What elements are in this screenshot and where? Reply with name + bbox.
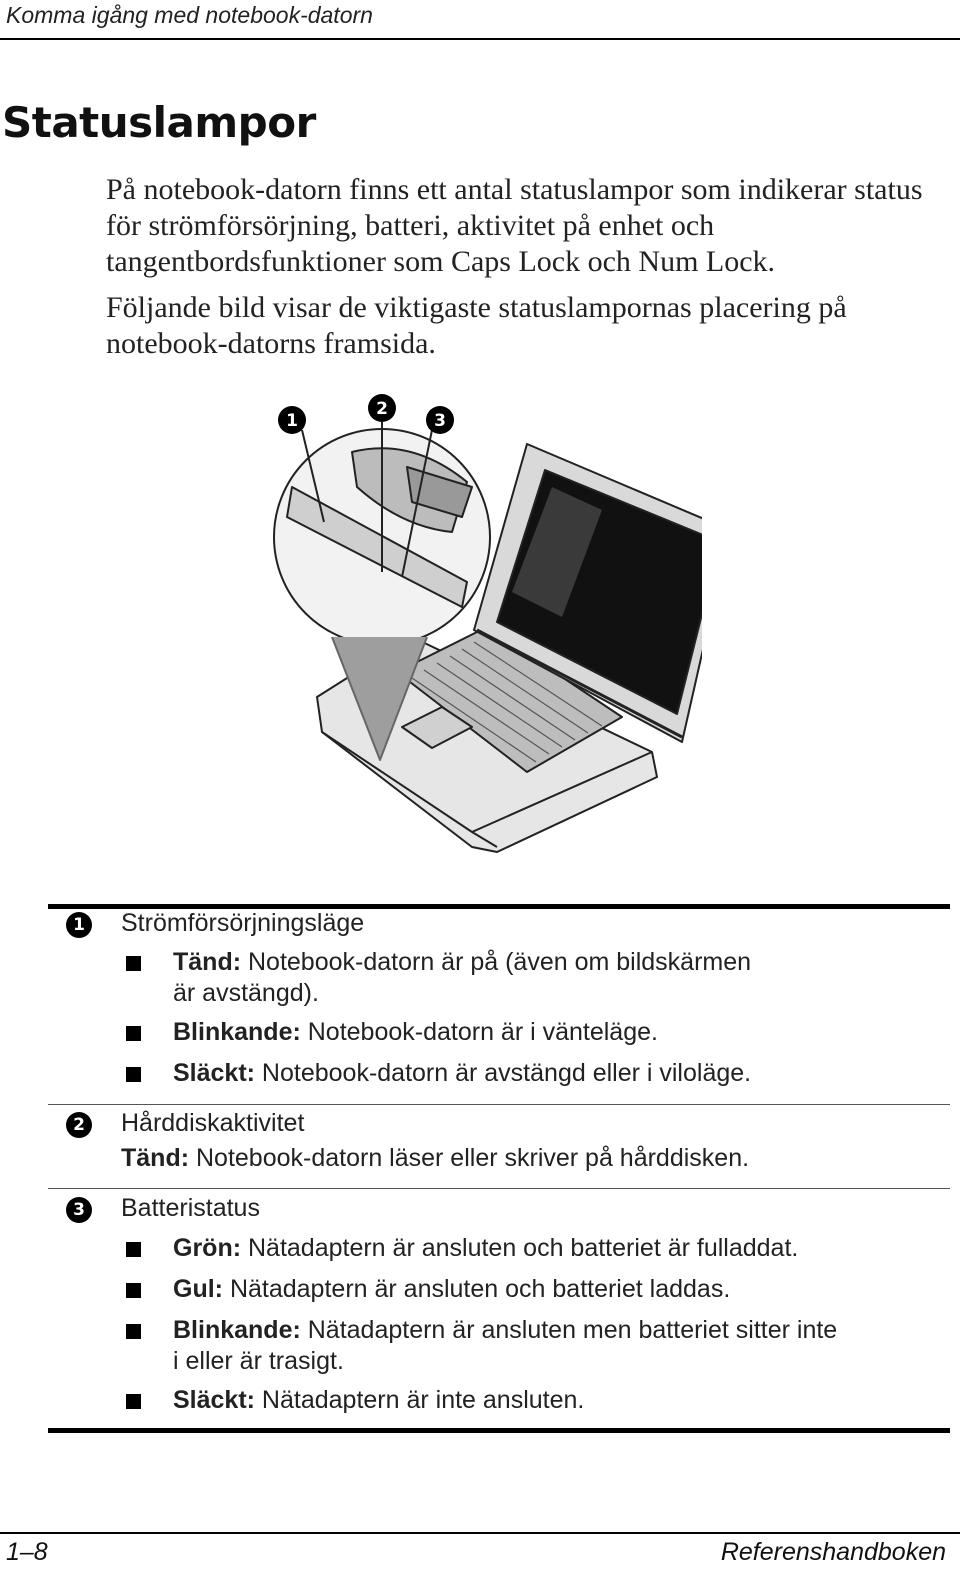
row-title-disk: Hårddiskaktivitet (121, 1109, 305, 1137)
bullet-icon (126, 1026, 141, 1041)
svg-text:2: 2 (376, 399, 388, 419)
page-number: 1–8 (6, 1538, 48, 1566)
bullet-icon (126, 1324, 141, 1339)
svg-text:1: 1 (286, 411, 298, 431)
bullet-icon (126, 1394, 141, 1409)
list-item: Tänd: Notebook-datorn är på (även om bildskärmen (173, 948, 752, 976)
book-title: Referenshandboken (720, 1538, 946, 1566)
callout-markers (278, 394, 454, 434)
bullet-icon (126, 1242, 141, 1257)
list-item: Gul: Nätadaptern är ansluten och batteriet laddas. (173, 1275, 731, 1303)
running-header: Komma igång med notebook-datorn (6, 2, 373, 28)
bullet-icon (126, 1067, 141, 1082)
list-item: Blinkande: Notebook-datorn är i vänteläge. (173, 1018, 658, 1046)
table-row-divider (48, 1188, 950, 1189)
row-title-battery: Batteristatus (121, 1194, 260, 1222)
callout-number-3: 3 (66, 1197, 92, 1223)
notebook-computer-illustration (262, 392, 702, 862)
row-description: Tänd: Notebook-datorn läser eller skriver på hårddisken. (121, 1144, 750, 1172)
callout-number-2: 2 (66, 1112, 92, 1138)
list-item-continuation: i eller är trasigt. (173, 1347, 344, 1375)
bullet-icon (126, 956, 141, 971)
table-bottom-rule (48, 1428, 950, 1433)
row-title-power: Strömförsörjningsläge (121, 909, 365, 937)
list-item: Släckt: Notebook-datorn är avstängd eller i viloläge. (173, 1059, 752, 1087)
callout-number-1: 1 (66, 912, 92, 938)
list-item: Grön: Nätadaptern är ansluten och batteriet är fulladdat. (173, 1234, 799, 1262)
list-item: Släckt: Nätadaptern är inte ansluten. (173, 1386, 585, 1414)
svg-text:3: 3 (434, 411, 446, 431)
bullet-icon (126, 1283, 141, 1298)
list-item-continuation: är avstängd). (173, 979, 319, 1007)
intro-paragraph: På notebook-datorn finns ett antal statuslampor som indikerar status för strömförsörjning, batteri, aktivitet på enhet och tangentbordsfunktioner som Caps Lock och Num Lock. (106, 173, 923, 278)
header-divider (0, 38, 960, 40)
page-title: Statuslampor (2, 98, 316, 147)
figure-intro-paragraph: Följande bild visar de viktigaste statuslampornas placering på notebook-datorns framsida. (106, 291, 847, 360)
table-row-divider (48, 1104, 950, 1105)
footer-divider (0, 1532, 960, 1534)
list-item: Blinkande: Nätadaptern är ansluten men batteriet sitter inte (173, 1316, 838, 1344)
